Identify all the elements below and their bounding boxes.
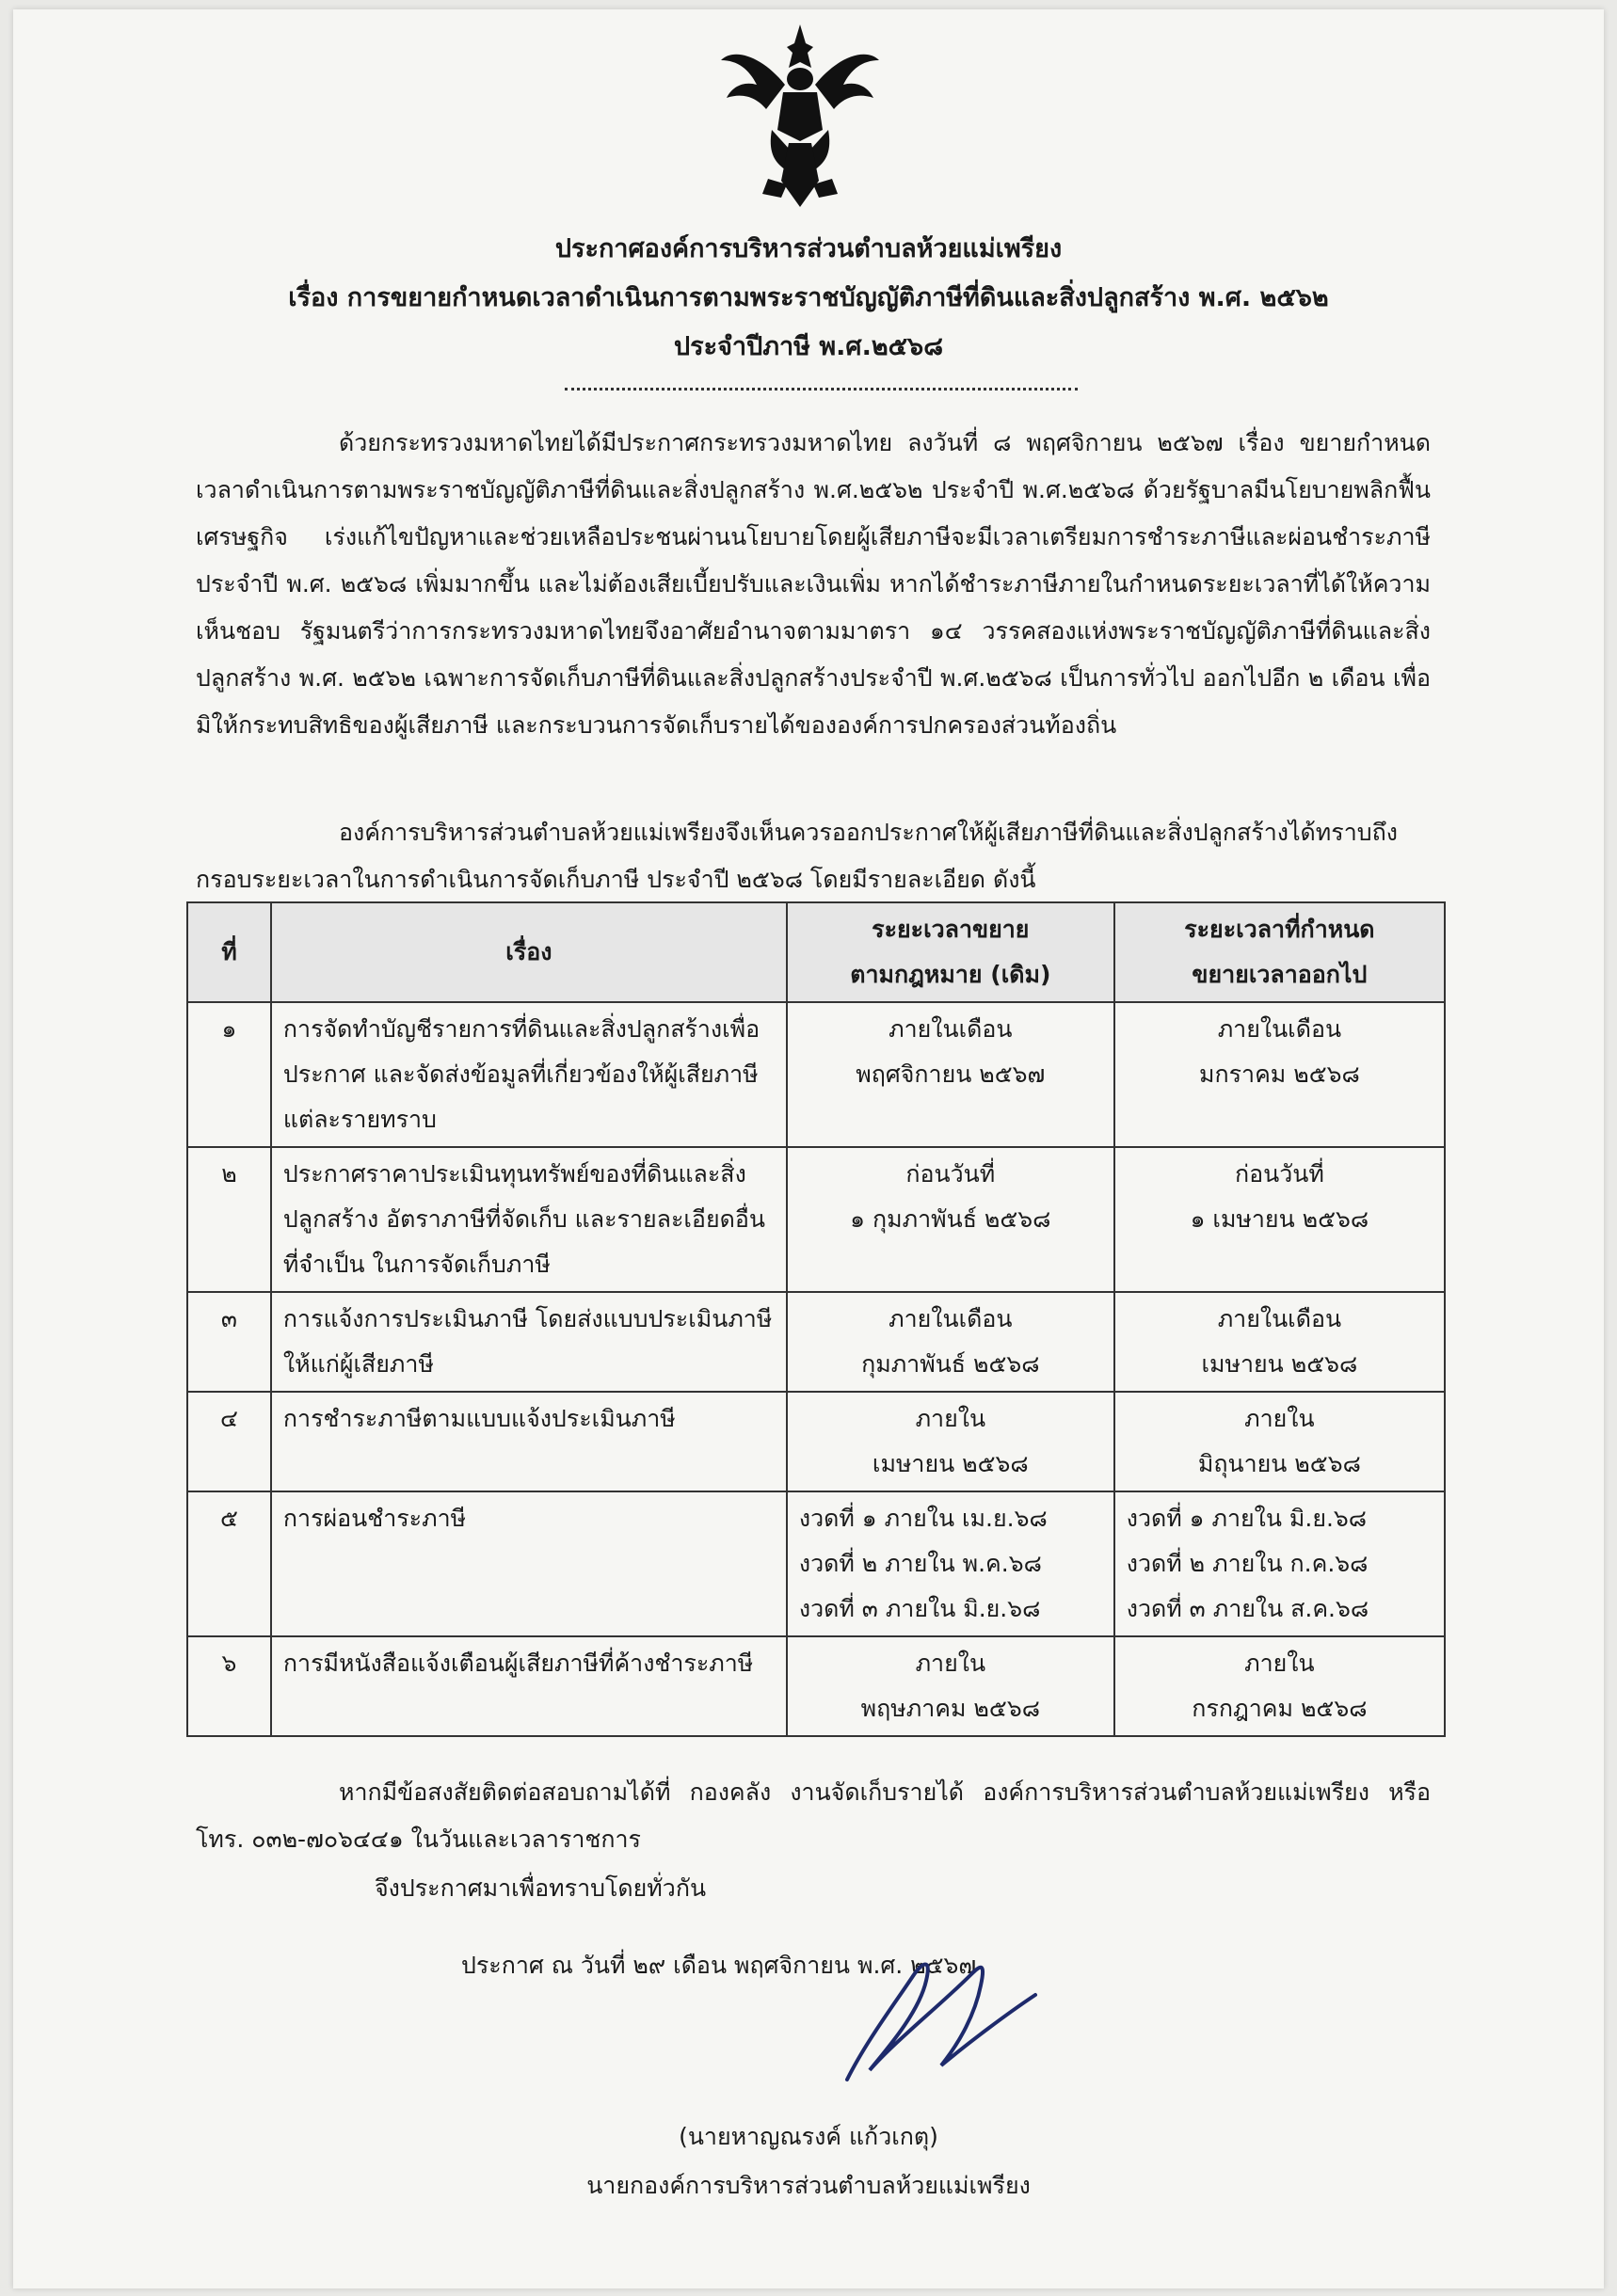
row-old-period: ภายในเดือน กุมภาพันธ์ ๒๕๖๘ — [787, 1292, 1114, 1392]
row-new-period: ภายในเดือน มกราคม ๒๕๖๘ — [1114, 1002, 1445, 1147]
row-new-period: ภายใน มิถุนายน ๒๕๖๘ — [1114, 1392, 1445, 1491]
table-row — [187, 1002, 1445, 1147]
doc-subject: เรื่อง การขยายกำหนดเวลาดำเนินการตามพระราชบัญญัติภาษีที่ดินและสิ่งปลูกสร้าง พ.ศ. ๒๕๖๒ — [288, 283, 1329, 312]
row-topic: การจัดทำบัญชีรายการที่ดินและสิ่งปลูกสร้างเพื่อประกาศ และจัดส่งข้อมูลที่เกี่ยวข้องให้ผู้เสียภาษีแต่ละรายทราบ — [271, 1002, 787, 1147]
row-new-period: ภายในเดือน เมษายน ๒๕๖๘ — [1114, 1292, 1445, 1392]
row-new-period: ก่อนวันที่ ๑ เมษายน ๒๕๖๘ — [1114, 1147, 1445, 1292]
installment: งวดที่ ๓ ภายใน มิ.ย.๖๘ — [798, 1595, 1041, 1622]
row-old-period: ภายใน พฤษภาคม ๒๕๖๘ — [787, 1636, 1114, 1736]
row-topic: การชำระภาษีตามแบบแจ้งประเมินภาษี — [271, 1392, 787, 1491]
garuda-emblem — [715, 19, 885, 216]
doc-title: ประกาศองค์การบริหารส่วนตำบลห้วยแม่เพรียง — [554, 234, 1063, 263]
table-header-row — [187, 902, 1445, 1002]
header-new-period: ระยะเวลาที่กำหนด ขยายเวลาออกไป — [1114, 902, 1445, 1002]
installment: งวดที่ ๑ ภายใน มิ.ย.๖๘ — [1126, 1505, 1368, 1532]
row-topic: ประกาศราคาประเมินทุนทรัพย์ของที่ดินและสิ่งปลูกสร้าง อัตราภาษีที่จัดเก็บ และรายละเอียดอื่นที่จำเป็น ในการจัดเก็บภาษี — [271, 1147, 787, 1292]
installment: งวดที่ ๒ ภายใน พ.ค.๖๘ — [798, 1550, 1042, 1577]
table-row — [187, 1292, 1445, 1392]
row-no: ๖ — [187, 1636, 271, 1736]
row-no: ๓ — [187, 1292, 271, 1392]
table-row — [187, 1636, 1445, 1736]
installment: งวดที่ ๒ ภายใน ก.ค.๖๘ — [1126, 1550, 1369, 1577]
row-old-period: ภายใน เมษายน ๒๕๖๘ — [787, 1392, 1114, 1491]
dotted-separator — [565, 388, 1078, 391]
header-topic: เรื่อง — [271, 902, 787, 1002]
table-row — [187, 1491, 1445, 1636]
installment: งวดที่ ๓ ภายใน ส.ค.๖๘ — [1126, 1595, 1369, 1622]
signer-name: (นายหาญณรงค์ แก้วเกตุ) — [679, 2123, 938, 2150]
table-row — [187, 1147, 1445, 1292]
installment: งวดที่ ๑ ภายใน เม.ย.๖๘ — [798, 1505, 1048, 1532]
row-topic: การมีหนังสือแจ้งเตือนผู้เสียภาษีที่ค้างชำระภาษี — [271, 1636, 787, 1736]
signer-position: นายกองค์การบริหารส่วนตำบลห้วยแม่เพรียง — [586, 2172, 1031, 2199]
row-no: ๑ — [187, 1002, 271, 1147]
announcement-date: ประกาศ ณ วันที่ ๒๙ เดือน พฤศจิกายน พ.ศ. ๒๕๖๗ — [461, 1952, 977, 1979]
row-topic: การผ่อนชำระภาษี — [271, 1491, 787, 1636]
intro-paragraph: ด้วยกระทรวงมหาดไทยได้มีประกาศกระทรวงมหาดไทย ลงวันที่ ๘ พฤศจิกายน ๒๕๖๗ เรื่อง ขยายกำหนดเวลาดำเนินการตามพระราชบัญญัติภาษีที่ดินและสิ่งปลูกสร้าง พ.ศ.๒๕๖๒ ประจำปี พ.ศ.๒๕๖๘ ด้วยรัฐบาลมีนโยบายพลิกฟื้นเศรษฐกิจ เร่งแก้ไขปัญหาและช่วยเหลือประชนผ่านนโยบายโดยผู้เสียภาษีจะมีเวลาเตรียมการชำระภาษีและผ่อนชำระภาษี ประจำปี พ.ศ. ๒๕๖๘ เพิ่มมากขึ้น และไม่ต้องเสียเบี้ยปรับและเงินเพิ่ม หากได้ชำระภาษีภายในกำหนดระยะเวลาที่ได้ให้ความเห็นชอบ รัฐมนตรีว่าการกระทรวงมหาดไทยจึงอาศัยอำนาจตามมาตรา ๑๔ วรรคสองแห่งพระราชบัญญัติภาษีที่ดินและสิ่งปลูกสร้าง พ.ศ. ๒๕๖๒ เฉพาะการจัดเก็บภาษีที่ดินและสิ่งปลูกสร้างประจำปี พ.ศ.๒๕๖๘ เป็นการทั่วไป ออกไปอีก ๒ เดือน เพื่อมิให้กระทบสิทธิของผู้เสียภาษี และกระบวนการจัดเก็บรายได้ขององค์การปกครองส่วนท้องถิ่น — [196, 429, 1431, 739]
notice-paragraph: องค์การบริหารส่วนตำบลห้วยแม่เพรียงจึงเห็นควรออกประกาศให้ผู้เสียภาษีที่ดินและสิ่งปลูกสร้างได้ทราบถึงกรอบระยะเวลาในการดำเนินการจัดเก็บภาษี ประจำปี ๒๕๖๘ โดยมีรายละเอียด ดังนี้ — [196, 819, 1398, 893]
row-no: ๒ — [187, 1147, 271, 1292]
row-no: ๕ — [187, 1491, 271, 1636]
row-new-installments — [1114, 1491, 1445, 1636]
row-old-installments — [787, 1491, 1114, 1636]
signature — [828, 1938, 1045, 2089]
doc-tax-year: ประจำปีภาษี พ.ศ.๒๕๖๘ — [673, 332, 944, 361]
row-topic: การแจ้งการประเมินภาษี โดยส่งแบบประเมินภาษีให้แก่ผู้เสียภาษี — [271, 1292, 787, 1392]
closing-line: จึงประกาศมาเพื่อทราบโดยทั่วกัน — [375, 1874, 707, 1902]
header-old-period: ระยะเวลาขยาย ตามกฎหมาย (เดิม) — [787, 902, 1114, 1002]
table-row — [187, 1392, 1445, 1491]
row-new-period: ภายใน กรกฎาคม ๒๕๖๘ — [1114, 1636, 1445, 1736]
row-old-period: ภายในเดือน พฤศจิกายน ๒๕๖๗ — [787, 1002, 1114, 1147]
contact-paragraph: หากมีข้อสงสัยติดต่อสอบถามได้ที่ กองคลัง งานจัดเก็บรายได้ องค์การบริหารส่วนตำบลห้วยแม่เพรียง หรือ โทร. ๐๓๒-๗๐๖๔๔๑ ในวันและเวลาราชการ — [196, 1778, 1431, 1853]
row-no: ๔ — [187, 1392, 271, 1491]
row-old-period: ก่อนวันที่ ๑ กุมภาพันธ์ ๒๕๖๘ — [787, 1147, 1114, 1292]
header-no: ที่ — [187, 902, 271, 1002]
schedule-table — [186, 901, 1446, 1737]
